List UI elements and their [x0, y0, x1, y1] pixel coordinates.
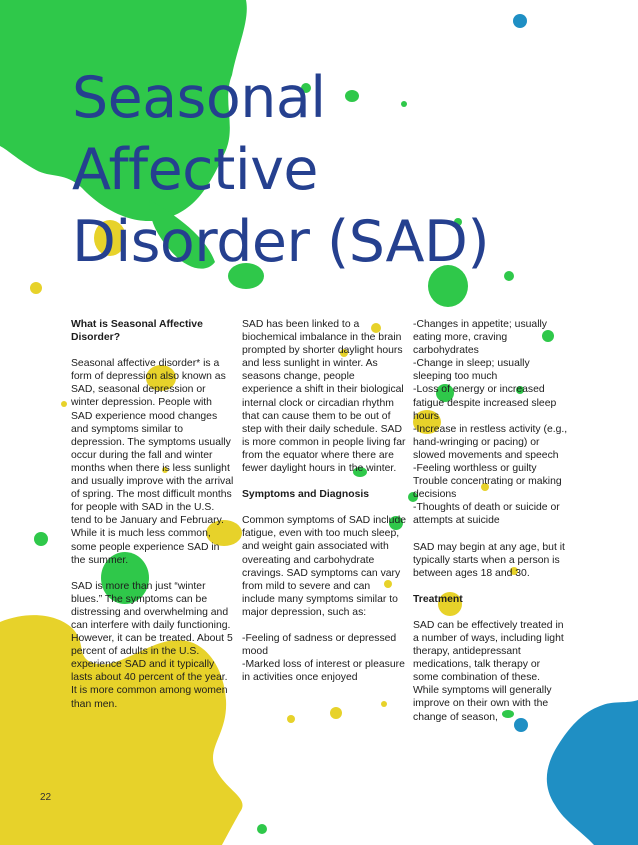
- paragraph: Common symptoms of SAD include fatigue, even with too much sleep, and weight gain associated with overeating and carbohydrate cravings. SAD symptoms can vary from mild to severe and can include many symptoms similar to major depression, such as:: [242, 515, 406, 618]
- page-title: [72, 62, 489, 278]
- section-heading: What is Seasonal Affective Disorder?: [71, 319, 203, 344]
- yellow-dot: [30, 282, 42, 294]
- list-item: -Thoughts of death or suicide or attempts at suicide: [413, 502, 560, 527]
- paragraph: SAD has been linked to a biochemical imbalance in the brain prompted by shorter daylight hours and less sunlight in winter. As seasons change, people experience a shift in their biological internal clock or circadian rhythm that can cause them to be out of step with their daily schedule. SAD is more common in people living far from the equator where there are fewer daylight hours in the winter.: [242, 319, 406, 475]
- section-heading: Symptoms and Diagnosis: [242, 489, 370, 501]
- symptom-list: [242, 632, 406, 684]
- yellow-dot: [287, 715, 295, 723]
- paragraph: Seasonal affective disorder* is a form of depression also known as SAD, seasonal depression or winter depression. People with SAD experience mood changes and symptoms similar to depression. The symptoms usually occur during the fall and winter months when there is less sunlight and usually improve with the arrival of spring. The most difficult months for people with SAD in the U.S. tend to be January and February. While it is much less common, some people experience SAD in the summer.: [71, 358, 234, 566]
- green-dot: [504, 271, 514, 281]
- list-item: -Loss of energy or increased fatigue despite increased sleep hours: [413, 384, 557, 422]
- article-column-2: [242, 318, 406, 697]
- list-item: -Marked loss of interest or pleasure in activities once enjoyed: [242, 659, 405, 684]
- list-item: -Feeling worthless or guilty Trouble concentrating or making decisions: [413, 463, 562, 501]
- green-dot: [257, 824, 267, 834]
- title-line: Disorder (SAD): [72, 209, 490, 275]
- article-column-3: [413, 318, 568, 737]
- green-dot: [34, 532, 48, 546]
- list-item: -Changes in appetite; usually eating more, craving carbohydrates: [413, 319, 548, 357]
- list-item: -Increase in restless activity (e.g., hand-wringing or pacing) or slowed movements and speech: [413, 423, 568, 461]
- article-column-1: [71, 318, 235, 724]
- paragraph: SAD may begin at any age, but it typically starts when a person is between ages 18 and 30.: [413, 541, 565, 579]
- list-item: -Feeling of sadness or depressed mood: [242, 632, 397, 658]
- paragraph: SAD is more than just “winter blues.” The symptoms can be distressing and overwhelming and can interfere with daily functioning. However, it can be treated. About 5 percent of adults in the U.S. experience SAD and it typically lasts about 40 percent of the year. It is more common among women than men.: [71, 580, 233, 710]
- yellow-dot: [381, 701, 387, 707]
- symptom-list: [413, 318, 568, 528]
- title-line: Affective: [72, 137, 318, 203]
- page-number: 22: [40, 792, 52, 803]
- blue-dot: [513, 14, 527, 28]
- list-item: -Change in sleep; usually sleeping too much: [413, 358, 530, 383]
- title-line: Seasonal: [72, 65, 326, 131]
- section-heading: Treatment: [413, 593, 463, 605]
- paragraph: SAD can be effectively treated in a number of ways, including light therapy, antidepressant medications, talk therapy or some combination of these. While symptoms will generally improve on their own with the change of season,: [413, 619, 564, 723]
- yellow-dot: [61, 401, 67, 407]
- yellow-dot: [330, 707, 342, 719]
